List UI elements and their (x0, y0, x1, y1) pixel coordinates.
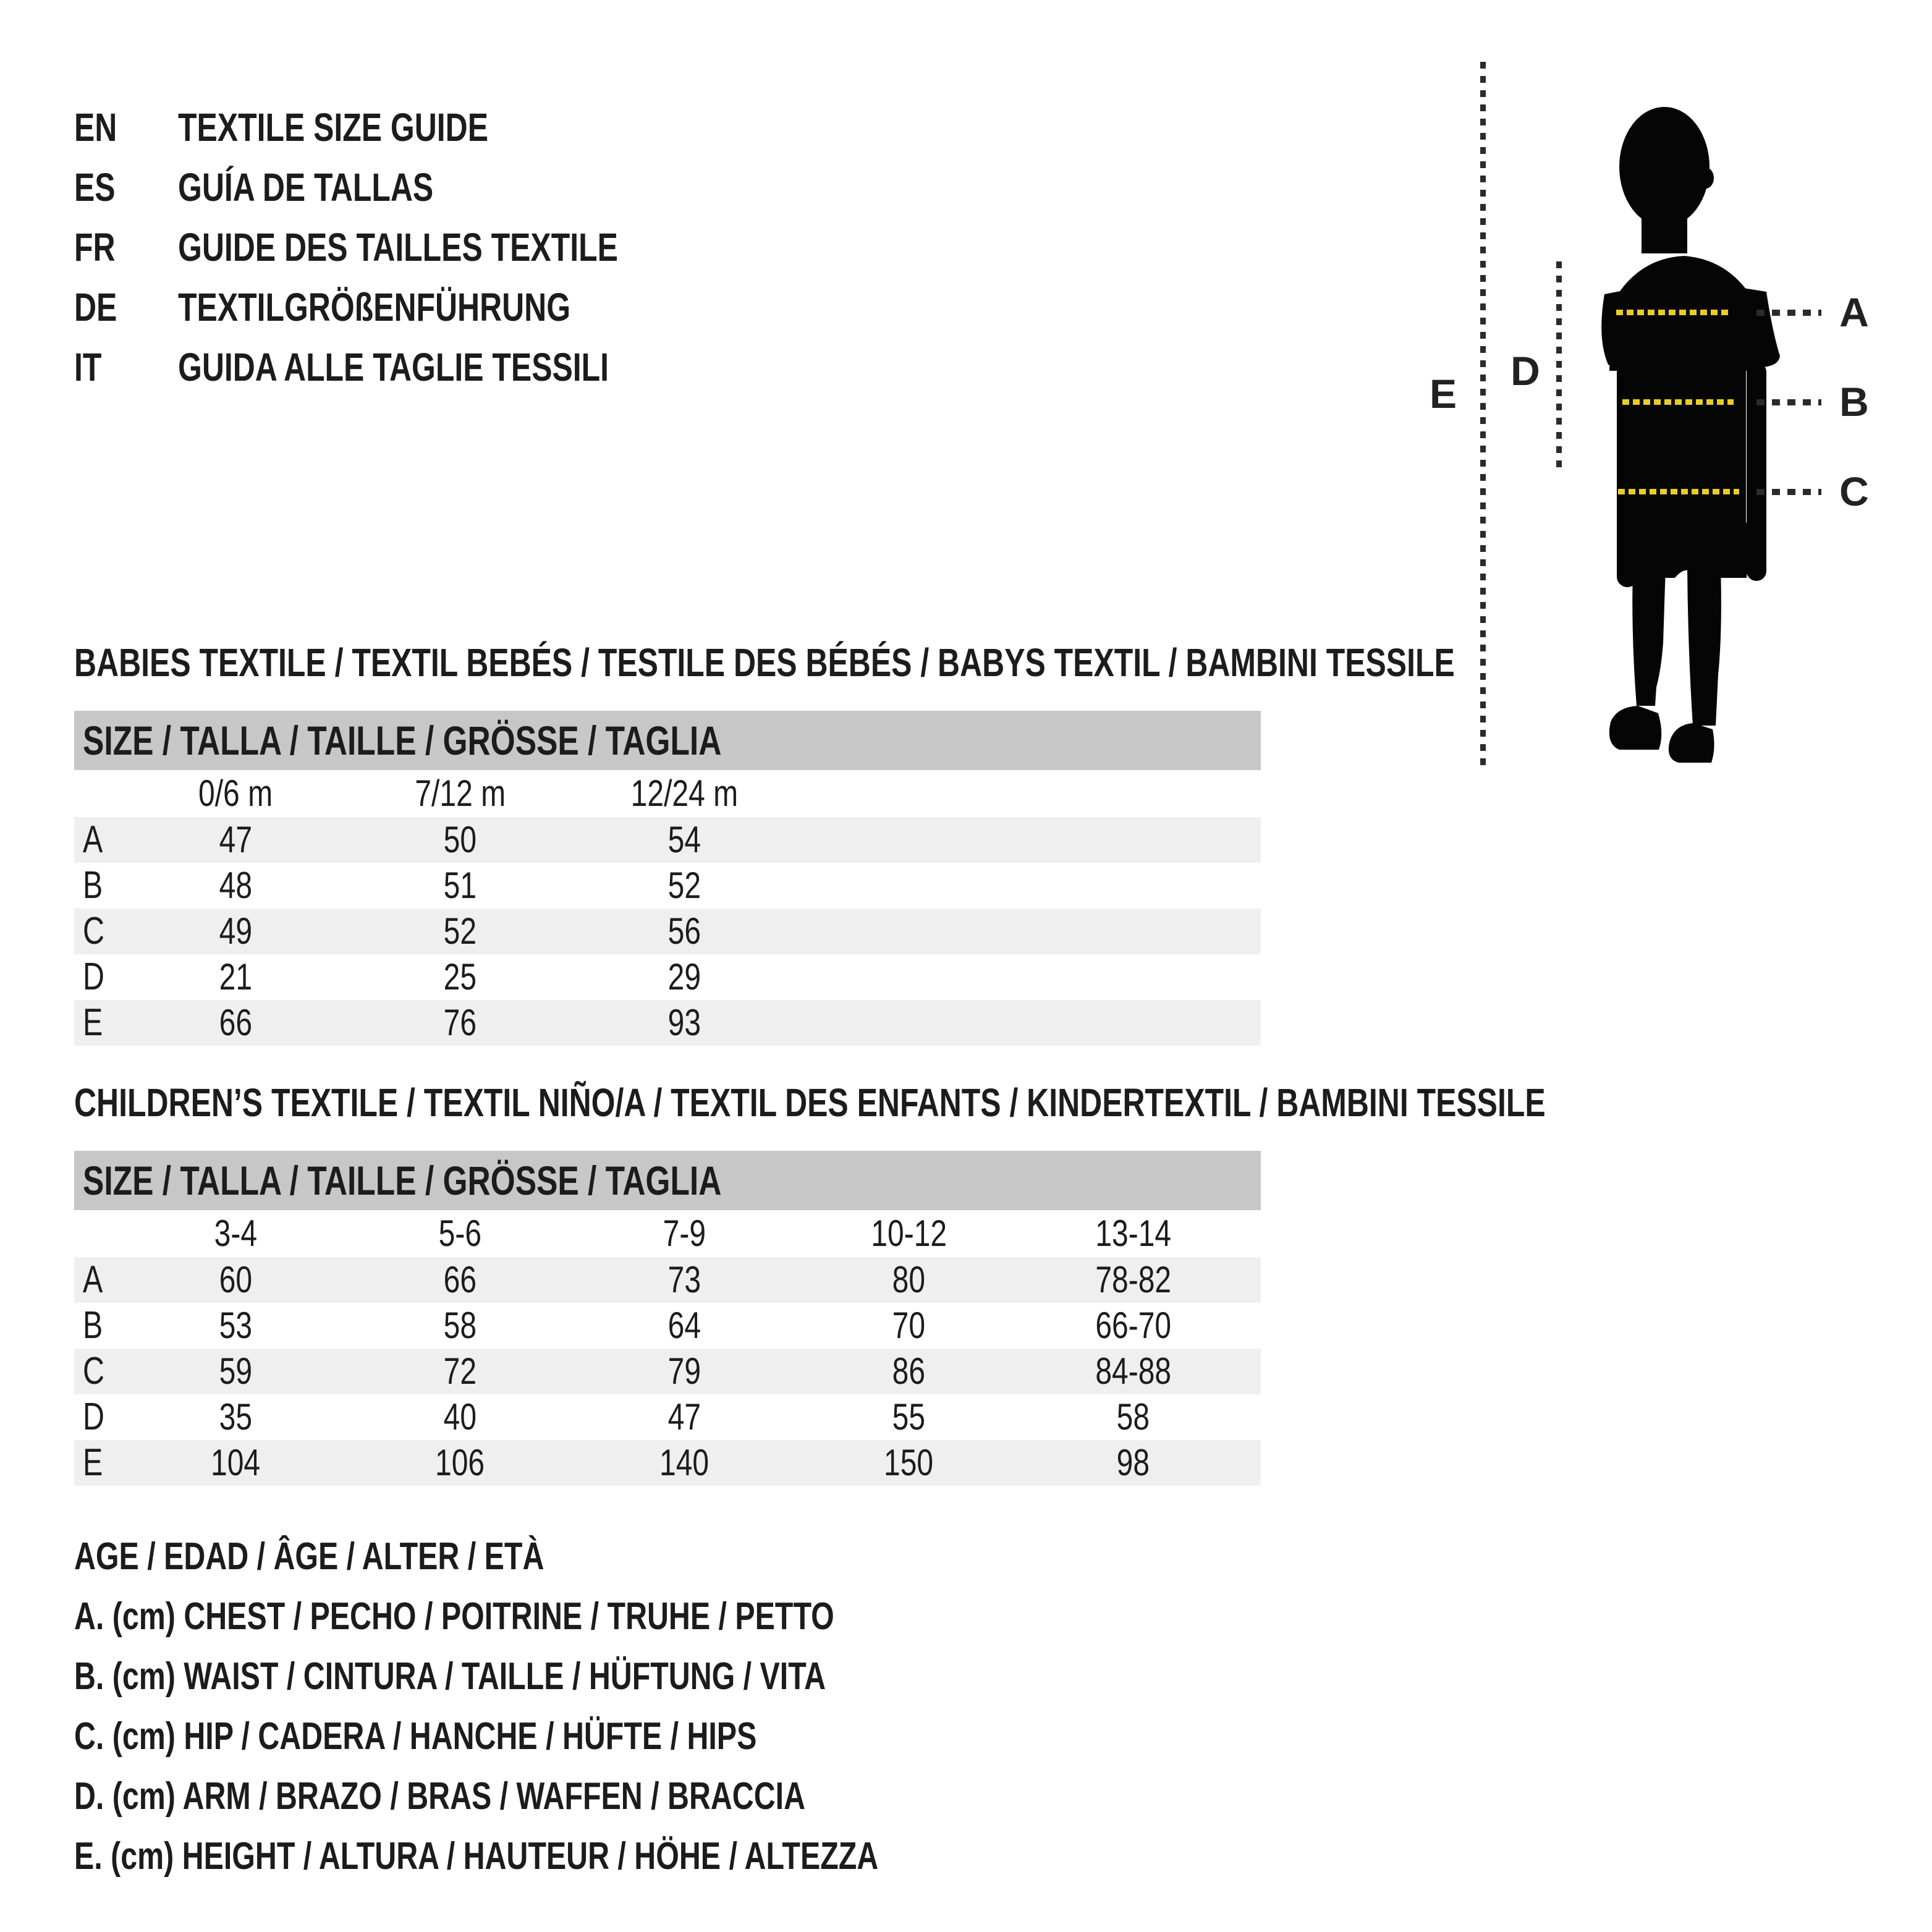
chest-measure-dash-yellow (1616, 310, 1731, 315)
table-cell: 52 (443, 910, 477, 952)
language-row-fr (74, 218, 742, 278)
row-label: A (83, 1258, 103, 1301)
babies-table-title: BABIES TEXTILE / TEXTIL BEBÉS / TESTILE DES BÉBÉS / BABYS TEXTIL / BAMBINI TESSILE (74, 640, 1455, 685)
table-cell: 70 (892, 1305, 926, 1346)
legend-hip: C. (cm) HIP / CADERA / HANCHE / HÜFTE / HIPS (74, 1715, 757, 1758)
table-cell: 40 (443, 1396, 477, 1438)
language-title: TEXTILE SIZE GUIDE (177, 105, 488, 150)
row-label: C (83, 910, 104, 952)
language-list (74, 98, 742, 397)
waist-measure-dash-yellow (1622, 399, 1734, 405)
table-cell: 98 (1116, 1442, 1150, 1483)
figure-label-height: E (1429, 371, 1457, 417)
language-title: GUIDE DES TAILLES TEXTILE (177, 225, 618, 269)
children-table-header-bar: SIZE / TALLA / TAILLE / GRÖSSE / TAGLIA (74, 1151, 1261, 1210)
column-header: 5-6 (438, 1213, 482, 1254)
table-row (74, 909, 1261, 954)
figure-label-chest: A (1839, 289, 1869, 335)
legend-chest: A. (cm) CHEST / PECHO / POITRINE / TRUHE / PETTO (74, 1595, 834, 1638)
measurement-legend (74, 1527, 1105, 1886)
language-row-en (74, 98, 742, 158)
column-header: 3-4 (214, 1213, 258, 1254)
children-size-table (74, 1151, 1261, 1486)
table-row (74, 1394, 1261, 1440)
row-label: E (83, 1001, 103, 1044)
table-cell: 60 (219, 1259, 253, 1300)
row-label: B (83, 864, 103, 907)
language-row-it (74, 337, 742, 397)
legend-age: AGE / EDAD / ÂGE / ALTER / ETÀ (74, 1535, 544, 1578)
table-cell: 84-88 (1095, 1350, 1171, 1392)
table-cell: 56 (667, 910, 701, 952)
column-header: 12/24 m (630, 773, 739, 814)
table-row (74, 863, 1261, 909)
babies-table-header-bar: SIZE / TALLA / TAILLE / GRÖSSE / TAGLIA (74, 711, 1261, 770)
table-cell: 59 (219, 1350, 253, 1392)
table-cell: 72 (443, 1350, 477, 1392)
language-title: GUIDA ALLE TAGLIE TESSILI (177, 345, 609, 389)
waist-measure-dash-dark (1756, 399, 1821, 405)
table-row (74, 817, 1261, 863)
babies-size-table (74, 711, 1261, 1046)
table-row (74, 954, 1261, 1000)
table-cell: 58 (1116, 1396, 1150, 1438)
table-row (74, 1440, 1261, 1486)
table-cell: 64 (667, 1305, 701, 1346)
column-header: 0/6 m (198, 773, 273, 814)
table-cell: 54 (667, 819, 701, 860)
row-label: A (83, 818, 103, 861)
figure-label-arm: D (1510, 348, 1540, 394)
table-cell: 79 (667, 1350, 701, 1392)
row-label: D (83, 955, 104, 998)
children-column-headers (74, 1210, 1261, 1257)
figure-label-hip: C (1839, 468, 1869, 514)
row-label: B (83, 1304, 103, 1347)
table-cell: 66 (443, 1259, 477, 1300)
column-header: 13-14 (1095, 1213, 1171, 1254)
language-code: EN (74, 105, 117, 150)
table-cell: 93 (667, 1002, 701, 1043)
table-row (74, 1303, 1261, 1349)
figure-label-waist: B (1839, 379, 1869, 425)
table-cell: 73 (667, 1259, 701, 1300)
hip-measure-dash-dark (1756, 489, 1821, 495)
table-cell: 53 (219, 1305, 253, 1346)
table-row (74, 1349, 1261, 1394)
table-cell: 51 (443, 865, 477, 906)
table-cell: 55 (892, 1396, 926, 1438)
table-cell: 140 (659, 1442, 710, 1483)
table-cell: 47 (667, 1396, 701, 1438)
table-cell: 58 (443, 1305, 477, 1346)
arm-measure-line-D (1556, 261, 1562, 470)
language-code: DE (74, 285, 117, 329)
table-cell: 86 (892, 1350, 926, 1392)
table-row (74, 1000, 1261, 1046)
babies-column-headers (74, 770, 1261, 817)
language-code: IT (74, 345, 102, 389)
language-title: TEXTILGRÖßENFÜHRUNG (177, 285, 570, 329)
legend-arm: D. (cm) ARM / BRAZO / BRAS / WAFFEN / BRACCIA (74, 1775, 806, 1818)
row-label: E (83, 1441, 103, 1484)
chest-measure-dash-dark (1756, 310, 1821, 316)
table-cell: 50 (443, 819, 477, 860)
table-cell: 150 (884, 1442, 934, 1483)
language-row-de (74, 278, 742, 337)
legend-waist: B. (cm) WAIST / CINTURA / TAILLE / HÜFTUNG / VITA (74, 1655, 826, 1698)
table-cell: 29 (667, 956, 701, 998)
children-table-title: CHILDREN’S TEXTILE / TEXTIL NIÑO/A / TEXTIL DES ENFANTS / KINDERTEXTIL / BAMBINI TESSILE (74, 1080, 1546, 1125)
table-cell: 66 (219, 1002, 253, 1043)
row-label: C (83, 1350, 104, 1392)
table-cell: 52 (667, 865, 701, 906)
row-label: D (83, 1396, 104, 1438)
table-cell: 78-82 (1095, 1259, 1171, 1300)
table-cell: 76 (443, 1002, 477, 1043)
language-row-es (74, 158, 742, 218)
column-header: 7-9 (663, 1213, 706, 1254)
table-cell: 35 (219, 1396, 253, 1438)
table-cell: 49 (219, 910, 253, 952)
language-code: FR (74, 225, 116, 269)
table-cell: 25 (443, 956, 477, 998)
table-cell: 47 (219, 819, 253, 860)
column-header: 10-12 (871, 1213, 947, 1254)
table-cell: 48 (219, 865, 253, 906)
table-cell: 106 (435, 1442, 485, 1483)
column-header: 7/12 m (415, 773, 506, 814)
table-cell: 104 (211, 1442, 261, 1483)
table-cell: 66-70 (1095, 1305, 1171, 1346)
language-code: ES (74, 165, 116, 210)
hip-measure-dash-yellow (1618, 489, 1739, 494)
table-cell: 21 (219, 956, 253, 998)
table-cell: 80 (892, 1259, 926, 1300)
table-row (74, 1257, 1261, 1303)
language-title: GUÍA DE TALLAS (177, 165, 433, 210)
legend-height: E. (cm) HEIGHT / ALTURA / HAUTEUR / HÖHE / ALTEZZA (74, 1835, 879, 1878)
